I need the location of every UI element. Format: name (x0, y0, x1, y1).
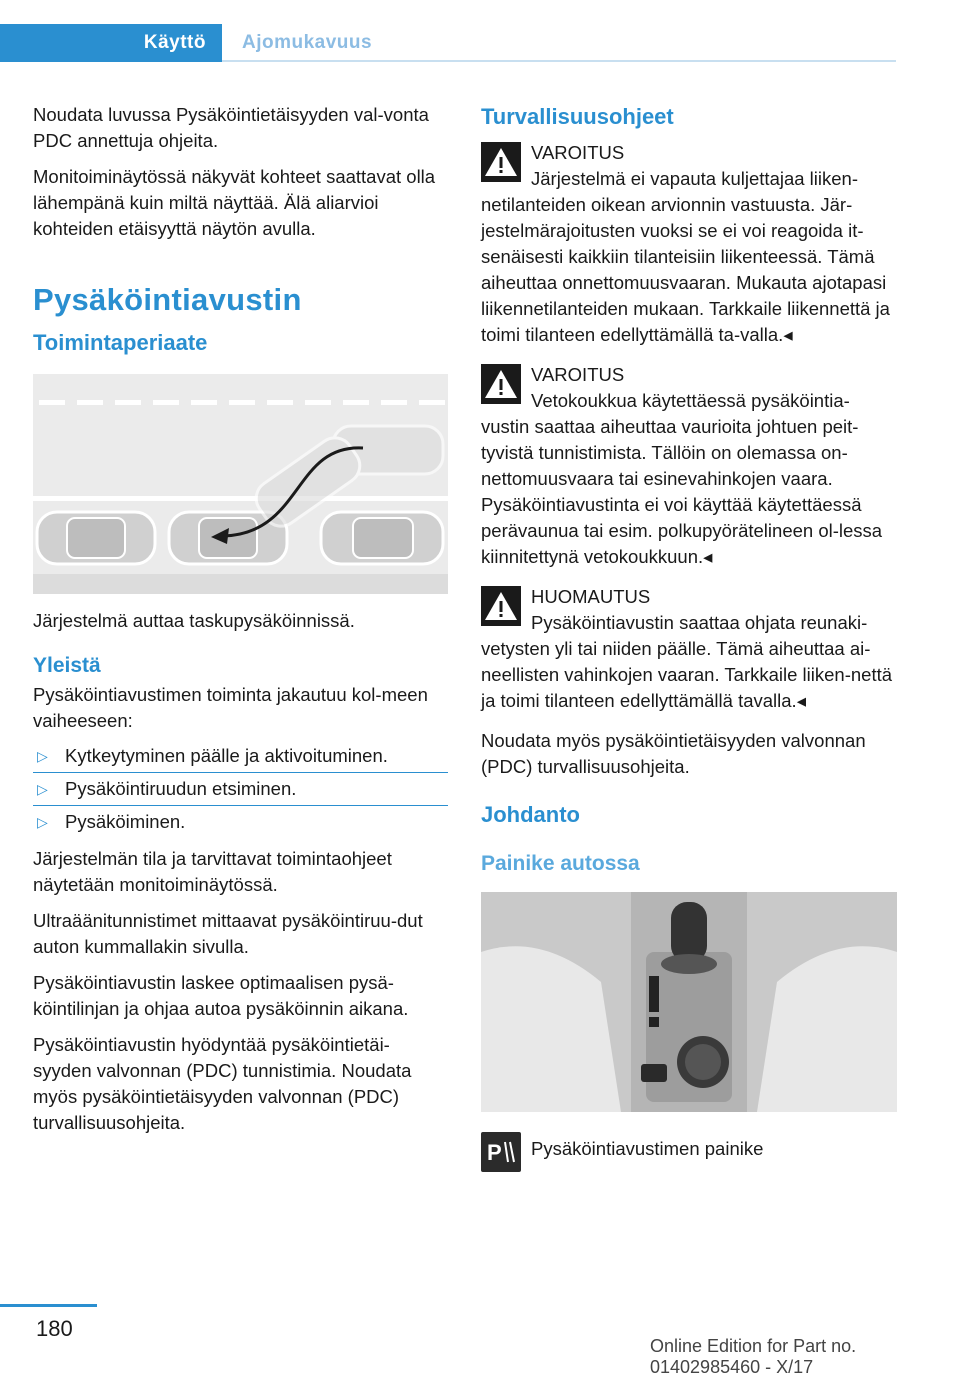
subsection-title: Johdanto (481, 802, 580, 827)
notice-block (481, 584, 897, 714)
warning-block (481, 362, 897, 570)
warning-triangle-icon (481, 364, 521, 404)
paragraph: Järjestelmän tila ja tarvittavat toimintaohjeet näytetään monitoiminäytössä. (33, 848, 392, 895)
triangle-bullet-icon: ▷ (37, 748, 48, 764)
parked-car-right-icon (321, 512, 443, 564)
subsection-title: Yleistä (33, 654, 101, 677)
header-tab-kaytto[interactable]: Käyttö (0, 24, 222, 62)
paragraph: Pysäköintiavustimen toiminta jakautuu kol‐meen vaiheeseen: (33, 684, 428, 731)
figure-caption: Järjestelmä auttaa taskupysäköinnissä. (33, 610, 355, 631)
page-number: 180 (36, 1316, 73, 1341)
paragraph: Pysäköintiavustin laskee optimaalisen pysä‐köintilinjan ja ohjaa autoa pysäköinnin aikana. (33, 972, 409, 1019)
list-item: ▷ Kytkeytyminen päälle ja aktivoituminen. (33, 740, 448, 773)
rotary-controller-icon (677, 1036, 729, 1088)
svg-text:P: P (487, 1140, 502, 1165)
list-item: ▷ Pysäköintiruudun etsiminen. (33, 773, 448, 806)
warning-title: VAROITUS (531, 142, 625, 163)
left-column (33, 102, 448, 1146)
section-title: Pysäköintiavustin (33, 282, 302, 317)
list-item: ▷ Pysäköiminen. (33, 806, 448, 838)
button-caption-block (481, 1132, 897, 1165)
center-console-photo (481, 892, 897, 1112)
subsection-title: Turvallisuusohjeet (481, 104, 674, 129)
warning-text: Järjestelmä ei vapauta kuljettajaa liiken‐netilanteiden oikean arvionnin vastuusta. Jär‐jestelmärajoitusten vuoksi se ei voi reagoida it‐senäisesti kaikkiin tilanteisiin liikenteessä. Tämä aiheuttaa onnettomuusvaaran. Mukauta ajotapasi liikennetilanteiden mukaan. Tarkkaile liikennettä ja toimi tilanteen edellyttämällä ta‐valla.◂ (481, 168, 890, 345)
paragraph: Noudata myös pysäköintietäisyyden valvonnan (PDC) turvallisuusohjeita. (481, 730, 866, 777)
warning-triangle-icon (481, 142, 521, 182)
button-caption: Pysäköintiavustimen painike (531, 1138, 764, 1159)
warning-block (481, 140, 897, 348)
center-console-svg (481, 892, 897, 1112)
parking-diagram-svg (33, 374, 448, 594)
page-number-rule (0, 1304, 97, 1307)
phase-list (33, 740, 448, 838)
notice-triangle-icon (481, 586, 521, 626)
subsection-title: Toimintaperiaate (33, 330, 208, 355)
paragraph: Pysäköintiavustin hyödyntää pysäköintietäi‐syyden valvonnan (PDC) tunnistimia. Noudata myös pysäköintietäisyyden valvonnan (PDC) turvallisuusohjeita. (33, 1034, 412, 1133)
triangle-bullet-icon: ▷ (37, 781, 48, 797)
header-divider (222, 60, 896, 62)
warning-title: VAROITUS (531, 364, 625, 385)
paragraph: Ultraäänitunnistimet mittaavat pysäköintiruu‐dut auton kummallakin sivulla. (33, 910, 423, 957)
notice-title: HUOMAUTUS (531, 586, 651, 607)
paragraph: Monitoiminäytössä näkyvät kohteet saattavat olla lähempänä kuin miltä näyttää. Älä aliarvioi kohteiden etäisyyttä näytön avulla. (33, 166, 436, 239)
triangle-bullet-icon: ▷ (37, 814, 48, 830)
parked-car-left-icon (37, 512, 155, 564)
warning-text: Vetokoukkua käytettäessä pysäköintia‐vustin saattaa aiheuttaa vaurioita johtuen peit‐tyvistä tunnistimista. Tällöin on olemassa on‐nettomuusvaara tai esinevahinkojen vaara. Pysäköintiavustinta ei voi käyttää käytettäessä perävaunua tai esim. polkupyörätelineen ol‐lessa kiinnitettynä vetokoukkuun.◂ (481, 390, 883, 567)
parking-diagram (33, 374, 448, 594)
subsection-title: Painike autossa (481, 852, 640, 875)
parking-assistant-button-icon (481, 1132, 521, 1172)
edition-footer: Online Edition for Part no. 01402985460 - X/17 (650, 1336, 857, 1377)
header-tab-ajomukavuus[interactable]: Ajomukavuus (242, 32, 373, 53)
paragraph: Noudata luvussa Pysäköintietäisyyden val‐vonta PDC annettuja ohjeita. (33, 104, 429, 151)
notice-text: Pysäköintiavustin saattaa ohjata reunaki‐vetysten yli tai niiden päälle. Tämä aiheuttaa ai‐neellisten vahinkojen vaaran. Tarkkaile liiken‐nettä ja toimi tilanteen edellyttämällä tavalla.◂ (481, 612, 893, 711)
lane-dashes-icon (39, 400, 445, 405)
right-column (481, 102, 897, 1165)
